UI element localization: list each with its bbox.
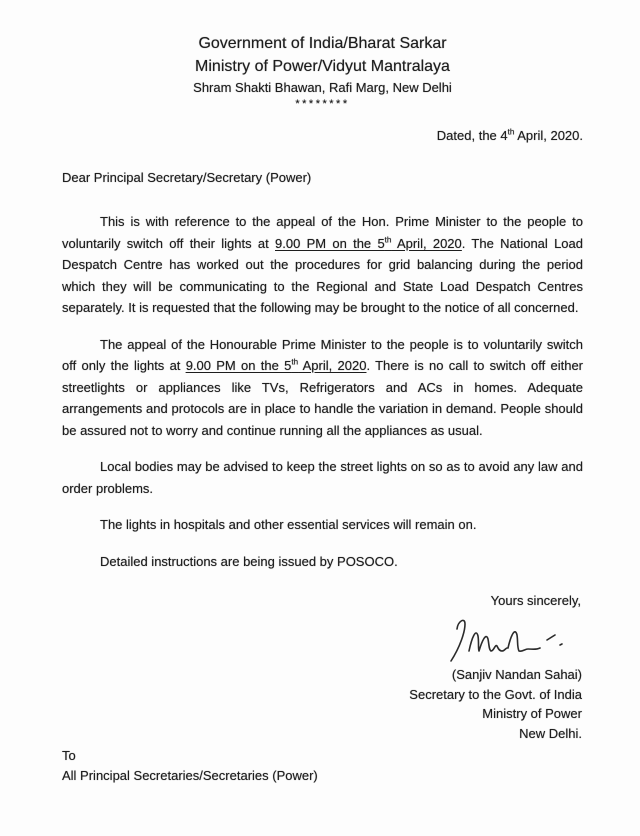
letterhead xyxy=(62,32,583,111)
handwritten-signature-icon xyxy=(443,615,575,663)
recipient-to-label: To xyxy=(62,748,76,763)
signatory-ministry: Ministry of Power xyxy=(482,706,582,721)
signatory-title: Secretary to the Govt. of India xyxy=(409,686,582,702)
signature-image xyxy=(62,615,575,663)
letter-paragraph: The lights in hospitals and other essential services will remain on. xyxy=(100,517,477,532)
letter-body xyxy=(62,211,583,572)
signature-block xyxy=(62,591,583,743)
valediction: Yours sincerely, xyxy=(490,593,581,608)
letterhead-government-line: Government of India/Bharat Sarkar xyxy=(198,35,447,52)
recipient-addressees: All Principal Secretaries/Secretaries (Power) xyxy=(62,768,318,783)
letter-paragraph: This is with reference to the appeal of the Hon. Prime Minister to the people to voluntarily switch off their lights at 9.00 PM on the 5th April, 2020. The National Load Despatch Centre has worked out the procedures for grid balancing during the period which they will be communicating to the Regional and State Load Despatch Centres separately. It is requested that the following may be brought to the notice of all concerned. xyxy=(62,214,583,315)
signatory-name: (Sanjiv Nandan Sahai) xyxy=(451,667,582,682)
letterhead-address-line: Shram Shakti Bhawan, Rafi Marg, New Delhi xyxy=(193,80,452,95)
letterhead-separator: ******** xyxy=(295,98,350,110)
letter-paragraph: The appeal of the Honourable Prime Minister to the people is to voluntarily switch off only the lights at 9.00 PM on the 5th April, 2020. There is no call to switch off either streetlights or appliances like TVs, Refrigerators and ACs in homes. Adequate arrangements and protocols are in place to handle the variation in demand. People should be assured not to worry and continue running all the appliances as usual. xyxy=(62,336,583,438)
date-line: Dated, the 4th April, 2020. xyxy=(436,127,583,143)
recipient-block xyxy=(62,746,583,786)
salutation: Dear Principal Secretary/Secretary (Power) xyxy=(62,170,312,185)
letter-paragraph: Local bodies may be advised to keep the street lights on so as to avoid any law and order problems. xyxy=(62,459,583,496)
letterhead-ministry-line: Ministry of Power/Vidyut Mantralaya xyxy=(195,58,450,75)
letter-paragraph: Detailed instructions are being issued by POSOCO. xyxy=(100,553,398,569)
signatory-city: New Delhi. xyxy=(519,725,582,741)
